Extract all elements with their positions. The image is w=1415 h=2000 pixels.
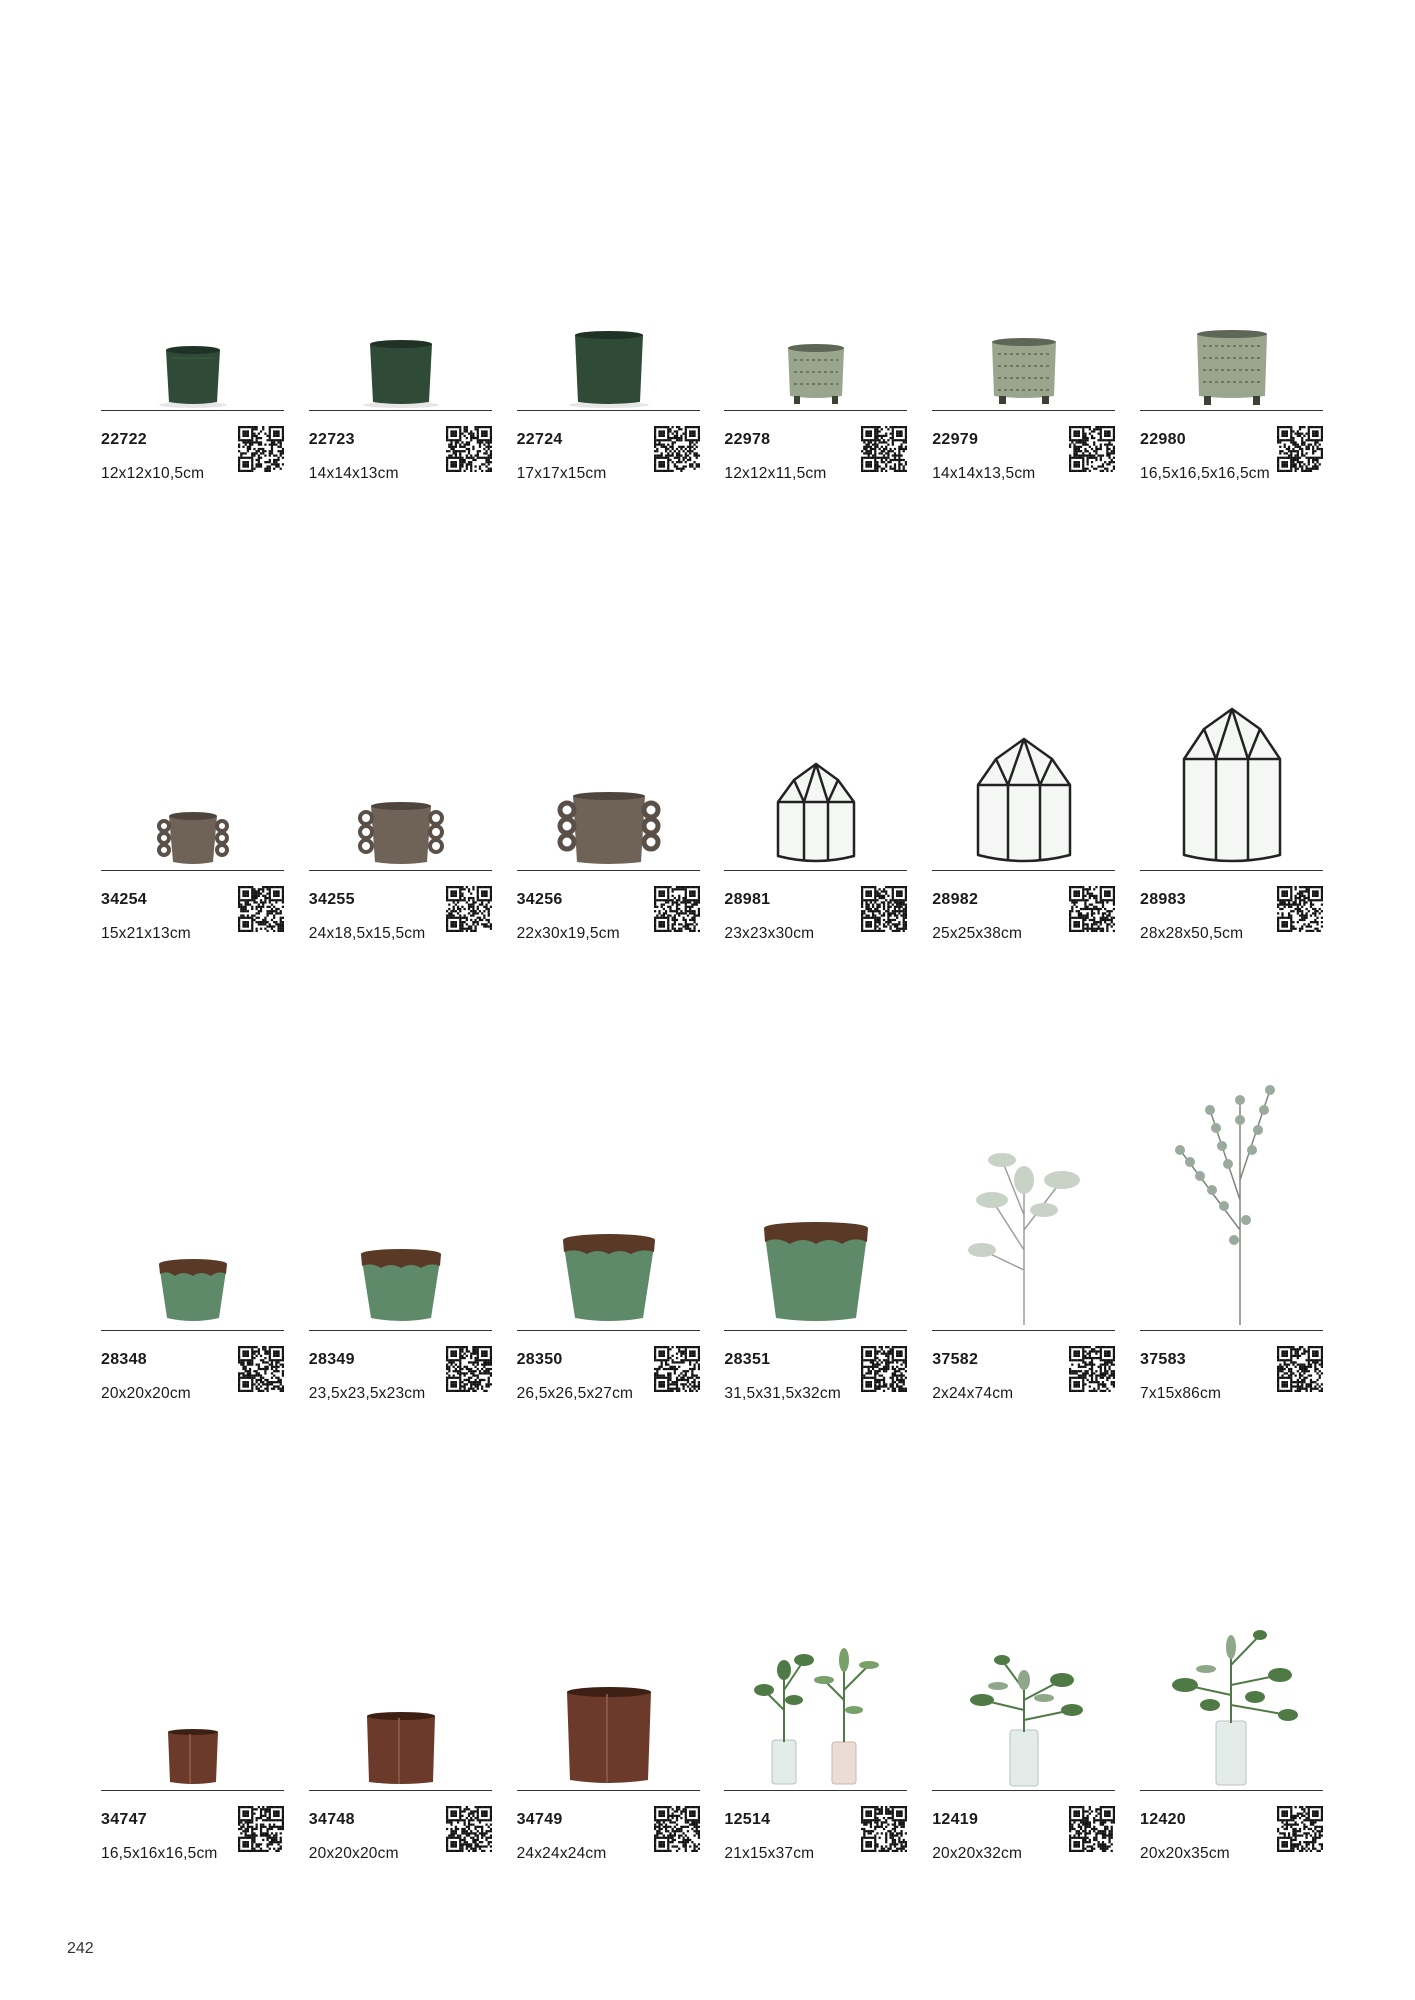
product-code: 34747 xyxy=(101,1811,147,1828)
product-card[interactable] xyxy=(1140,920,1323,1402)
product-image xyxy=(724,920,907,1330)
divider xyxy=(1140,1330,1323,1331)
patterned-footed-pot-icon xyxy=(724,320,907,410)
divider xyxy=(309,1330,492,1331)
product-dimensions: 7x15x86cm xyxy=(1140,1385,1222,1402)
product-image xyxy=(309,460,492,870)
product-dimensions: 20x20x32cm xyxy=(932,1845,1023,1862)
product-code: 28351 xyxy=(724,1351,771,1368)
product-dimensions: 20x20x20cm xyxy=(101,1385,191,1402)
product-card[interactable] xyxy=(724,0,907,482)
product-image xyxy=(517,460,700,870)
product-image xyxy=(1140,920,1323,1330)
product-code: 37582 xyxy=(932,1351,979,1368)
product-code: 28981 xyxy=(724,891,771,908)
dark-green-pot-icon xyxy=(101,320,284,410)
product-code: 12420 xyxy=(1140,1811,1186,1828)
qr-code-icon[interactable] xyxy=(654,1806,700,1852)
product-card[interactable] xyxy=(932,920,1115,1402)
product-card[interactable] xyxy=(516,1380,700,1862)
product-code: 34256 xyxy=(516,891,563,908)
brown-cylinder-pot-icon xyxy=(101,1710,284,1790)
divider xyxy=(517,870,700,871)
eucalyptus-stem-icon xyxy=(1140,1080,1323,1330)
product-dimensions: 15x21x13cm xyxy=(101,925,191,942)
product-dimensions: 24x24x24cm xyxy=(516,1845,607,1862)
product-image xyxy=(1140,460,1323,870)
patterned-footed-pot-icon xyxy=(1140,320,1323,410)
qr-code-icon[interactable] xyxy=(1277,1806,1323,1852)
product-dimensions: 14x14x13cm xyxy=(308,465,399,482)
product-image xyxy=(1140,1380,1323,1790)
product-image xyxy=(724,460,907,870)
product-grid xyxy=(101,0,1323,2000)
product-card[interactable] xyxy=(1140,460,1323,942)
divider xyxy=(101,1790,284,1791)
divider xyxy=(101,870,284,871)
product-image xyxy=(932,920,1115,1330)
product-dimensions: 12x12x10,5cm xyxy=(101,465,205,482)
product-card[interactable] xyxy=(101,0,284,482)
product-code: 22978 xyxy=(724,431,771,448)
product-dimensions: 20x20x35cm xyxy=(1140,1845,1230,1862)
product-code: 12514 xyxy=(724,1811,771,1828)
product-image xyxy=(309,1380,492,1790)
product-image xyxy=(101,920,284,1330)
product-image xyxy=(932,0,1115,410)
product-row xyxy=(101,920,1323,1402)
divider xyxy=(517,410,700,411)
greenery-in-vase-icon xyxy=(932,1650,1115,1790)
product-image xyxy=(932,1380,1115,1790)
divider xyxy=(1140,410,1323,411)
product-dimensions: 24x18,5x15,5cm xyxy=(308,925,426,942)
glazed-green-pot-icon xyxy=(724,1218,907,1330)
stone-pot-with-handles-icon xyxy=(101,790,284,870)
product-card[interactable] xyxy=(724,1380,907,1862)
product-row xyxy=(101,460,1323,942)
product-dimensions: 25x25x38cm xyxy=(932,925,1023,942)
product-card[interactable] xyxy=(1140,1380,1323,1862)
product-dimensions: 17x17x15cm xyxy=(516,465,607,482)
product-code: 28982 xyxy=(932,891,979,908)
product-dimensions: 21x15x37cm xyxy=(724,1845,815,1862)
product-card[interactable] xyxy=(308,1380,492,1862)
product-code: 22722 xyxy=(101,431,147,448)
divider xyxy=(101,1330,284,1331)
stone-pot-with-handles-icon xyxy=(309,790,492,870)
product-dimensions: 26,5x26,5x27cm xyxy=(516,1385,634,1402)
product-code: 12419 xyxy=(932,1811,979,1828)
product-card[interactable] xyxy=(308,460,492,942)
product-image xyxy=(309,0,492,410)
divider xyxy=(1140,870,1323,871)
product-image xyxy=(101,460,284,870)
divider xyxy=(517,1790,700,1791)
brown-cylinder-pot-icon xyxy=(517,1680,700,1790)
product-card[interactable] xyxy=(516,920,700,1402)
qr-code-icon[interactable] xyxy=(238,1806,284,1852)
divider xyxy=(932,410,1115,411)
product-card[interactable] xyxy=(308,920,492,1402)
qr-code-icon[interactable] xyxy=(861,1806,907,1852)
glass-terrarium-icon xyxy=(932,735,1115,870)
patterned-footed-pot-icon xyxy=(932,320,1115,410)
divider xyxy=(309,870,492,871)
product-image xyxy=(517,1380,700,1790)
divider xyxy=(517,1330,700,1331)
product-card[interactable] xyxy=(308,0,492,482)
product-dimensions: 20x20x20cm xyxy=(308,1845,399,1862)
divider xyxy=(724,410,907,411)
product-card[interactable] xyxy=(932,1380,1115,1862)
dark-green-pot-icon xyxy=(309,320,492,410)
product-image xyxy=(101,1380,284,1790)
product-card[interactable] xyxy=(516,460,700,942)
divider xyxy=(309,1790,492,1791)
product-dimensions: 2x24x74cm xyxy=(932,1385,1014,1402)
product-dimensions: 23,5x23,5x23cm xyxy=(308,1385,426,1402)
product-code: 22980 xyxy=(1140,431,1186,448)
divider xyxy=(724,1790,907,1791)
product-card[interactable] xyxy=(932,460,1115,942)
dark-green-pot-icon xyxy=(517,320,700,410)
product-card[interactable] xyxy=(101,460,284,942)
product-dimensions: 16,5x16x16,5cm xyxy=(101,1845,218,1862)
product-card[interactable] xyxy=(724,460,907,942)
product-dimensions: 16,5x16,5x16,5cm xyxy=(1140,465,1270,482)
product-image xyxy=(309,920,492,1330)
artificial-fern-stem-icon xyxy=(932,1120,1115,1330)
qr-code-icon[interactable] xyxy=(446,1806,492,1852)
stone-pot-with-handles-icon xyxy=(517,790,700,870)
glazed-green-pot-icon xyxy=(309,1240,492,1330)
product-image xyxy=(1140,0,1323,410)
product-image xyxy=(724,1380,907,1790)
product-dimensions: 28x28x50,5cm xyxy=(1140,925,1244,942)
glazed-green-pot-icon xyxy=(517,1230,700,1330)
product-code: 34749 xyxy=(516,1811,563,1828)
divider xyxy=(932,1790,1115,1791)
product-dimensions: 22x30x19,5cm xyxy=(516,925,620,942)
divider xyxy=(932,1330,1115,1331)
brown-cylinder-pot-icon xyxy=(309,1700,492,1790)
product-code: 22723 xyxy=(308,431,355,448)
product-code: 22724 xyxy=(516,431,563,448)
product-image xyxy=(932,460,1115,870)
product-image xyxy=(517,0,700,410)
product-card[interactable] xyxy=(932,0,1115,482)
divider xyxy=(932,870,1115,871)
product-row xyxy=(101,0,1323,482)
greenery-in-vase-icon xyxy=(724,1630,907,1790)
divider xyxy=(724,1330,907,1331)
glazed-green-pot-icon xyxy=(101,1240,284,1330)
divider xyxy=(309,410,492,411)
product-row xyxy=(101,1380,1323,1862)
product-code: 37583 xyxy=(1140,1351,1186,1368)
product-card[interactable] xyxy=(724,920,907,1402)
page-number: 242 xyxy=(67,1940,94,1957)
glass-terrarium-icon xyxy=(1140,705,1323,870)
product-card[interactable] xyxy=(101,1380,284,1862)
divider xyxy=(724,870,907,871)
product-image xyxy=(517,920,700,1330)
divider xyxy=(1140,1790,1323,1791)
qr-code-icon[interactable] xyxy=(1069,1806,1115,1852)
product-code: 28348 xyxy=(101,1351,147,1368)
product-code: 34255 xyxy=(308,891,355,908)
product-card[interactable] xyxy=(101,920,284,1402)
product-dimensions: 12x12x11,5cm xyxy=(724,465,827,482)
product-card[interactable] xyxy=(516,0,700,482)
product-card[interactable] xyxy=(1140,0,1323,482)
product-image xyxy=(724,0,907,410)
product-code: 28350 xyxy=(516,1351,563,1368)
product-code: 28349 xyxy=(308,1351,355,1368)
product-code: 28983 xyxy=(1140,891,1186,908)
divider xyxy=(101,410,284,411)
product-code: 22979 xyxy=(932,431,979,448)
greenery-in-vase-icon xyxy=(1140,1625,1323,1790)
product-code: 34748 xyxy=(308,1811,355,1828)
product-dimensions: 14x14x13,5cm xyxy=(932,465,1036,482)
product-dimensions: 23x23x30cm xyxy=(724,925,815,942)
product-dimensions: 31,5x31,5x32cm xyxy=(724,1385,841,1402)
glass-terrarium-icon xyxy=(724,760,907,870)
product-code: 34254 xyxy=(101,891,147,908)
product-image xyxy=(101,0,284,410)
